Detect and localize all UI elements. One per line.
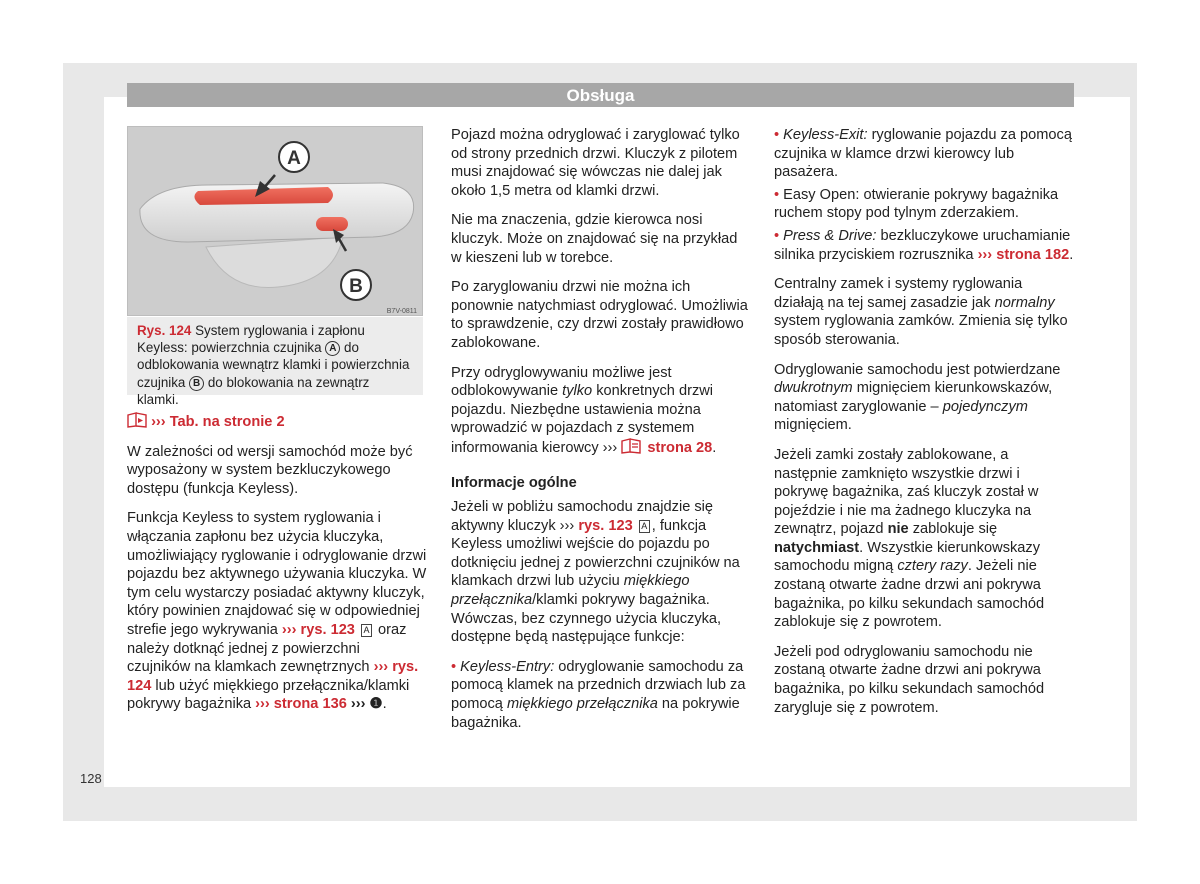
text-run: nie [887, 521, 909, 538]
text-run: bezkluczykowe uruchamianie silnika przyciskiem rozrusznika [774, 227, 1071, 263]
text-run: na pokrywie bagażnika. [451, 696, 740, 731]
text-run: cztery razy [897, 558, 968, 575]
text-run: zablokuje się [908, 521, 998, 538]
paragraph: W zależności od wersji samochód może być wyposażony w system bezkluczykowego dostępu (funkcja Keyless). [127, 443, 413, 497]
link-rys-124[interactable]: ››› rys. 124 [127, 659, 419, 694]
paragraph [451, 364, 751, 458]
text-run: Keyless-Entry: [460, 658, 555, 675]
bullet-icon: • [774, 186, 780, 203]
text-run: konkretnych drzwi pojazdu. Niezbędne ustawienia można wprowadzić w pojazdach z systemem informowania kierowcy ››› [451, 383, 714, 456]
column-1 [127, 412, 427, 725]
text-run: . [1069, 246, 1074, 263]
link-strona-182[interactable]: ››› strona 182 [977, 246, 1070, 263]
text-run: Jeżeli w pobliżu samochodu znajdzie się aktywny kluczyk ››› [451, 499, 714, 534]
paragraph: Nie ma znaczenia, gdzie kierowca nosi kluczyk. Może on znajdować się na przykład w kieszeni lub w torebce. [451, 212, 738, 266]
caption-text: do odblokowania wewnątrz klamki i powierzchnia czujnika [137, 340, 410, 390]
text-run: lub użyć miękkiego przełącznika/klamki pokrywy bagażnika [127, 677, 410, 713]
tab-reference-line [127, 412, 427, 432]
text-run: . [382, 696, 387, 713]
caption-text: System ryglowania i zapłonu Keyless: powierzchnia czujnika [137, 323, 365, 356]
book-icon [127, 412, 147, 428]
square-a-marker: A [361, 624, 372, 637]
subheading-informacje-ogolne: Informacje ogólne [451, 474, 577, 491]
column-3 [774, 126, 1074, 728]
paragraph [127, 509, 427, 714]
bullet-icon: • [774, 127, 780, 143]
book-icon [621, 438, 643, 454]
tab-reference-link[interactable]: ››› Tab. na stronie 2 [151, 414, 285, 430]
text-run: Easy Open: otwieranie pokrywy bagażnika ruchem stopy pod tylnym zderzakiem. [774, 186, 1059, 222]
text-run: tylko [562, 383, 593, 400]
bullet-icon: • [451, 658, 457, 675]
text-run: Jeżeli zamki zostały zablokowane, a następnie zamknięto wszystkie drzwi i pokrywę bagażnika, zaś kluczyk został w pojeździe i nie ma żadnego kluczyka na zewnątrz, pojazd [774, 446, 1039, 538]
paragraph [774, 275, 1074, 349]
text-run: system ryglowania zamków. Zmienia się tylko sposób sterowania. [774, 313, 1068, 348]
text-run: ryglowanie pojazdu za pomocą czujnika w klamce drzwi kierowcy lub pasażera. [774, 127, 1072, 181]
link-rys-123[interactable]: rys. 123 [578, 517, 633, 534]
column-2 [451, 126, 751, 743]
list-item [774, 227, 1074, 264]
link-strona-136[interactable]: ››› strona 136 [255, 696, 347, 713]
text-run: Keyless-Exit: [783, 127, 868, 143]
text-run: mignięciem. [774, 417, 852, 434]
section-header: Obsługa [127, 83, 1074, 107]
paragraph: Pojazd można odryglować i zaryglować tylko od strony przednich drzwi. Kluczyk z pilotem musi znajdować się wówczas nie dalej jak około 1,5 metra od klamki drzwi. [451, 127, 740, 199]
label-b: B [349, 276, 363, 297]
page-number: 128 [80, 771, 102, 786]
text-run: Press & Drive: [783, 227, 877, 244]
text-run: natychmiast [774, 539, 860, 556]
caption-label: Rys. 124 [137, 323, 192, 338]
text-run: dwukrotnym [774, 380, 853, 397]
list-item [774, 126, 1074, 182]
warning-icon[interactable]: ❶ [369, 696, 383, 713]
label-a: A [287, 148, 301, 169]
text-run: /klamki pokrywy bagażnika. Wówczas, bez czynnego użycia kluczyka, dostępne będą następujące funkcje: [451, 592, 722, 646]
figure-caption [127, 317, 423, 407]
text-run: . Jeżeli nie zostaną otwarte żadne drzwi ani pokrywa bagażnika, po kilku sekundach samochód zablokuje się z powrotem. [774, 558, 1045, 631]
text-run: . [712, 439, 717, 456]
link-strona-28[interactable]: strona 28 [647, 439, 713, 456]
list-item [451, 658, 751, 732]
text-run: Centralny zamek i systemy ryglowania działają na tej samej zasadzie jak [774, 276, 1023, 311]
text-run: . Wszystkie kierunkowskazy samochodu migną [774, 539, 1041, 575]
text-run: Odryglowanie samochodu jest potwierdzane [774, 361, 1061, 378]
lock-sensor-area [316, 217, 348, 231]
paragraph [451, 498, 751, 647]
circle-a-marker: A [325, 341, 340, 356]
circle-b-marker: B [189, 376, 204, 391]
text-run: oraz należy dotknąć jednej z powierzchni czujników na klamkach zewnętrznych [127, 621, 407, 676]
text-run: pojedynczym [942, 398, 1028, 415]
list-item [774, 186, 1074, 223]
figure-door-handle [127, 126, 423, 316]
door-handle-illustration [128, 127, 423, 316]
paragraph: Jeżeli pod odryglowaniu samochodu nie zostaną otwarte żadne drzwi ani pokrywa bagażnika, po kilku sekundach samochód zarygluje się z powrotem. [774, 643, 1045, 716]
caption-text: do blokowania na zewnątrz klamki. [137, 374, 370, 407]
paragraph [774, 361, 1074, 435]
text-run: mignięciem kierunkowskazów, natomiast zaryglowanie – [774, 380, 1053, 415]
text-run: ››› [346, 696, 370, 713]
figure-code: B7V-0811 [386, 308, 417, 315]
bullet-icon: • [774, 227, 780, 244]
text-run: miękkiego przełącznika [506, 696, 658, 713]
paragraph: Po zaryglowaniu drzwi nie można ich ponownie natychmiast odryglować. Umożliwia to sprawdzenie, czy drzwi zostały prawidłowo zablokowane. [451, 279, 748, 351]
text-run: normalny [994, 294, 1055, 311]
text-run: odryglowanie samochodu za pomocą klamek na przednich drzwiach lub za pomocą [451, 658, 746, 713]
text-run: Przy odryglowywaniu możliwe jest odblokowywanie [451, 364, 672, 400]
link-rys-123[interactable]: ››› rys. 123 [281, 621, 355, 638]
text-run: miękkiego przełącznika [451, 573, 690, 609]
paragraph [774, 446, 1074, 632]
text-run: , funkcja Keyless umożliwi wejście do pojazdu po dotknięciu jednej z powierzchni czujników na klamkach drzwi lub użyciu [451, 517, 740, 590]
text-run: Funkcja Keyless to system ryglowania i włączania zapłonu bez użycia kluczyka, umożliwiający ryglowanie i odryglowanie drzwi pojazdu bez aktywnego używania kluczyka. W tym celu wystarczy posiadać aktywny kluczyk, który powinien znajdować się w odpowiedniej strefie jego wykrywania [127, 510, 427, 638]
square-a-marker: A [639, 520, 650, 533]
